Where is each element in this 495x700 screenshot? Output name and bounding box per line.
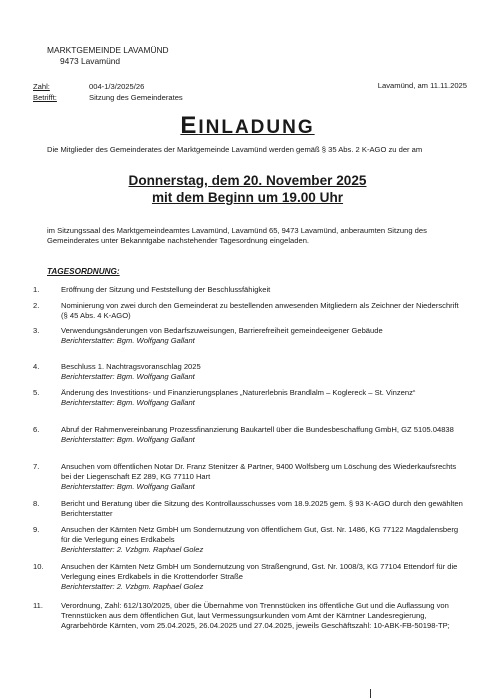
sender-town: 9473 Lavamünd xyxy=(60,56,121,66)
agenda-text: Ansuchen vom öffentlichen Notar Dr. Franz Stenitzer & Partner, 9400 Wolfsberg um Löschung des Wiederkaufsrechts bei der Liegenschaft EZ 289, KG 77110 Hart xyxy=(61,462,457,482)
agenda-item xyxy=(33,326,463,346)
agenda-item xyxy=(33,462,463,493)
agenda-number: 10. xyxy=(33,562,44,571)
agenda-text: Ansuchen der Kärnten Netz GmbH um Sondernutzung von öffentlichem Gut, Gst. Nr. 1486, KG 77122 Magdalensberg für die Verlegung eines Erdkabels xyxy=(61,525,459,545)
agenda-number: 8. xyxy=(33,499,40,508)
agenda-item xyxy=(33,425,463,445)
agenda-reporter: Berichterstatter: Bgm. Wolfgang Gallant xyxy=(61,435,195,445)
sender-org: MARKTGEMEINDE LAVAMÜND xyxy=(47,45,169,55)
place-date: Lavamünd, am 11.11.2025 xyxy=(377,81,467,90)
intro-text: Die Mitglieder des Gemeinderates der Marktgemeinde Lavamünd werden gemäß § 35 Abs. 2 K-AGO zu der am xyxy=(47,145,423,154)
agenda-number: 4. xyxy=(33,362,40,371)
agenda-text: Verordnung, Zahl: 612/130/2025, über die Übernahme von Trennstücken ins öffentliche Gut und die Auflassung von Trennstücken aus dem öffentlichen Gut, laut Vermessungsurkunden vom Amt der Kärntner Landesregierung, Agrarbehörde Kärnten, vom 25.04.2025, 26.04.2025 und 27.04.2025, jeweils Geschäftszahl: 10-ABK-FB-50198-TP; xyxy=(61,601,450,631)
agenda-text: Nominierung von zwei durch den Gemeinderat zu bestellenden anwesenden Mitgliedern als Zeichner der Niederschrift (§ 45 Abs. 4 K-AGO) xyxy=(61,301,459,321)
agenda-item xyxy=(33,388,463,408)
agenda-reporter: Berichterstatter: Bgm. Wolfgang Gallant xyxy=(61,372,195,382)
betreff-label: Betrifft: xyxy=(33,93,57,102)
agenda-item xyxy=(33,285,463,295)
venue-text: im Sitzungssaal des Marktgemeindeamtes Lavamünd, Lavamünd 65, 9473 Lavamünd, anberaumten Sitzung des Gemeinderates unter Bekanntgabe nachstehender Tagesordnung eingeladen. xyxy=(47,226,427,246)
meeting-date xyxy=(0,172,495,206)
meeting-time-line: mit dem Beginn um 19.00 Uhr xyxy=(151,190,344,205)
title-initial: E xyxy=(180,112,199,139)
agenda-item xyxy=(33,525,463,556)
agenda-heading: TAGESORDNUNG: xyxy=(47,267,120,276)
zahl-label: Zahl: xyxy=(33,82,50,91)
title-rest: INLADUNG xyxy=(198,117,315,138)
agenda-text: Ansuchen der Kärnten Netz GmbH um Sondernutzung von Straßengrund, Gst. Nr. 1008/3, KG 77104 Ettendorf für die Verlegung eines Erdkabels in die Krottendorfer Straße xyxy=(61,562,458,582)
agenda-text: Eröffnung der Sitzung und Feststellung der Beschlussfähigkeit xyxy=(61,285,271,294)
agenda-text: Änderung des Investitions- und Finanzierungsplanes „Naturerlebnis Brandlalm – Koglereck – St. Vinzenz“ xyxy=(61,388,416,397)
zahl-value: 004-1/3/2025/26 xyxy=(89,82,145,91)
agenda-number: 6. xyxy=(33,425,40,434)
agenda-number: 5. xyxy=(33,388,40,397)
agenda-item xyxy=(33,562,463,593)
agenda-item xyxy=(33,499,463,519)
agenda-reporter: Berichterstatter: Bgm. Wolfgang Gallant xyxy=(61,398,195,408)
agenda-number: 1. xyxy=(33,285,40,294)
agenda-reporter: Berichterstatter: 2. Vzbgm. Raphael Golez xyxy=(61,582,204,592)
reference-block xyxy=(33,81,183,103)
agenda-reporter: Berichterstatter: Bgm. Wolfgang Gallant xyxy=(61,336,195,346)
meeting-date-line: Donnerstag, dem 20. November 2025 xyxy=(128,173,367,188)
page-title xyxy=(0,112,495,140)
agenda-item xyxy=(33,601,463,632)
sender-block xyxy=(47,45,169,67)
agenda-text: Beschluss 1. Nachtragsvoranschlag 2025 xyxy=(61,362,201,371)
agenda-number: 11. xyxy=(33,601,43,610)
betreff-value: Sitzung des Gemeinderates xyxy=(89,93,183,102)
page-mark xyxy=(370,689,371,698)
agenda-item xyxy=(33,301,463,321)
agenda-text: Bericht und Beratung über die Sitzung des Kontrollausschusses vom 18.9.2025 gem. § 93 K-AGO durch den gewählten Berichterstatter xyxy=(61,499,463,519)
agenda-number: 2. xyxy=(33,301,40,310)
agenda-number: 9. xyxy=(33,525,40,534)
agenda-number: 7. xyxy=(33,462,40,471)
agenda-text: Abruf der Rahmenvereinbarung Prozessfinanzierung Baukartell über die Bundesbeschaffung GmbH, GZ 5105.04838 xyxy=(61,425,454,434)
agenda-item xyxy=(33,362,463,382)
agenda-text: Verwendungsänderungen von Bedarfszuweisungen, Barrierefreiheit gemeindeeigener Gebäude xyxy=(61,326,383,335)
agenda-number: 3. xyxy=(33,326,40,335)
agenda-reporter: Berichterstatter: Bgm. Wolfgang Gallant xyxy=(61,482,195,492)
agenda-reporter: Berichterstatter: 2. Vzbgm. Raphael Golez xyxy=(61,545,204,555)
